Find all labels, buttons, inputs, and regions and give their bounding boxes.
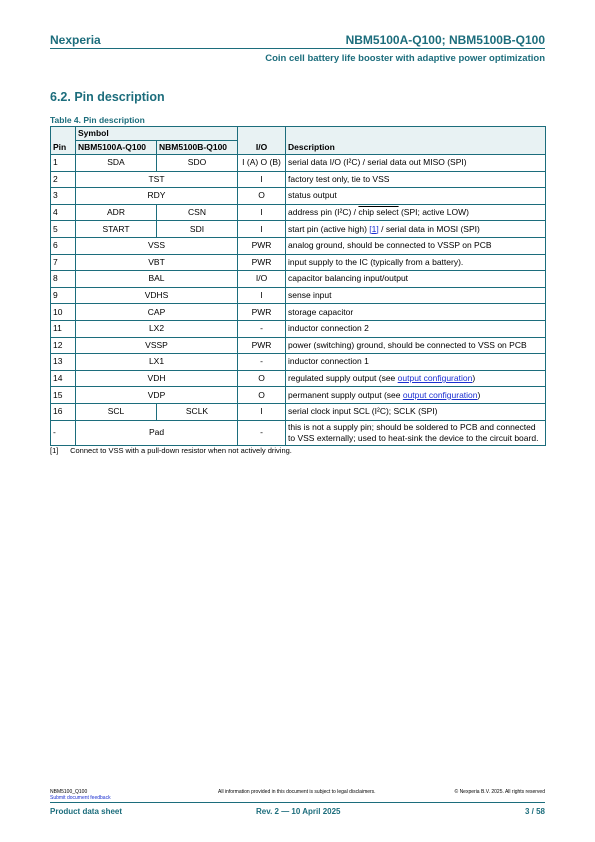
table-row [51,237,546,254]
pin-number: 6 [51,237,76,254]
table-row [51,354,546,371]
description-text-end: (SPI; active LOW) [398,207,469,218]
pin-description [286,420,546,445]
pin-symbol: Pad [76,420,238,445]
pin-io: PWR [238,304,286,321]
pin-number: 16 [51,403,76,420]
col-header-io: I/O [238,127,286,155]
table-row [51,155,546,172]
pin-symbol-b: CSN [157,204,238,221]
table-row [51,171,546,188]
pin-symbol: LX1 [76,354,238,371]
pin-description [286,237,546,254]
description-text-end: / serial data in MOSI (SPI) [378,223,480,234]
description-text: serial clock input SCL (I²C); SCLK (SPI) [288,406,438,417]
col-header-symbol-a: NBM5100A-Q100 [76,141,157,155]
document-subtitle: Coin cell battery life booster with adaptive power optimization [265,53,545,64]
pin-symbol-a: SDA [76,155,157,172]
pin-number: 2 [51,171,76,188]
pin-symbol-a: SCL [76,403,157,420]
pin-symbol: RDY [76,188,238,205]
brand-name: Nexperia [50,33,101,47]
feedback-link[interactable]: Submit document feedback [50,795,111,801]
pin-description [286,155,546,172]
footer-divider [50,802,545,803]
header-divider [50,48,545,49]
pin-io: I [238,221,286,238]
footnote [50,446,292,455]
pin-number: 1 [51,155,76,172]
pin-number: 4 [51,204,76,221]
pin-description [286,387,546,404]
pin-number: 10 [51,304,76,321]
pin-number: 15 [51,387,76,404]
pin-number: 12 [51,337,76,354]
footer-revision: Rev. 2 — 10 April 2025 [256,807,341,816]
description-text: inductor connection 2 [288,323,369,334]
pin-io: - [238,354,286,371]
pin-description [286,320,546,337]
description-text: status output [288,190,337,201]
description-text: capacitor balancing input/output [288,273,409,284]
pin-io: I [238,403,286,420]
pin-io: O [238,188,286,205]
pin-symbol-b: SDI [157,221,238,238]
description-link[interactable]: [1] [369,223,379,234]
description-text: inductor connection 1 [288,356,369,367]
pin-number: 7 [51,254,76,271]
pin-symbol: CAP [76,304,238,321]
table-row [51,403,546,420]
description-text: permanent supply output (see [288,389,403,400]
col-header-pin: Pin [51,127,76,155]
pin-symbol: VBT [76,254,238,271]
pin-description [286,337,546,354]
pin-io: I/O [238,271,286,288]
description-text: this is not a supply pin; should be soldered to PCB and connected to VSS externally; used to heat-sink the device to the circuit board. [288,421,539,443]
pin-io: - [238,320,286,337]
table-row [51,254,546,271]
pin-symbol: TST [76,171,238,188]
pin-description [286,188,546,205]
table-row [51,221,546,238]
description-text: analog ground, should be connected to VSSP on PCB [288,240,492,251]
description-link[interactable]: output configuration [397,373,473,384]
description-overline-text: chip select [358,207,399,218]
footer-copyright: © Nexperia B.V. 2025. All rights reserved [454,789,545,795]
description-text: input supply to the IC (typically from a battery). [288,256,464,267]
pin-symbol: VSS [76,237,238,254]
pin-description [286,254,546,271]
table-caption: Table 4. Pin description [50,115,145,125]
pin-io: I (A) O (B) [238,155,286,172]
table-row [51,370,546,387]
table-row [51,387,546,404]
pin-symbol: VDH [76,370,238,387]
description-text: regulated supply output (see [288,373,398,384]
pin-io: I [238,171,286,188]
table-row [51,188,546,205]
pin-symbol: VDP [76,387,238,404]
pin-number: 14 [51,370,76,387]
pin-io: O [238,387,286,404]
pin-number: 11 [51,320,76,337]
pin-number: - [51,420,76,445]
description-text-end: ) [477,389,481,400]
description-link[interactable]: output configuration [402,389,478,400]
description-text: sense input [288,290,332,301]
table-row [51,337,546,354]
pin-symbol-b: SCLK [157,403,238,420]
footnote-text: Connect to VSS with a pull-down resistor when not actively driving. [70,446,292,455]
description-text: address pin (I²C) / [288,207,359,218]
pin-number: 8 [51,271,76,288]
pin-description [286,171,546,188]
pin-symbol-a: START [76,221,157,238]
pin-description [286,221,546,238]
col-header-description: Description [286,127,546,155]
pin-description [286,304,546,321]
footer-page-number: 3 / 58 [524,807,545,816]
pin-symbol-b: SDO [157,155,238,172]
document-title: NBM5100A-Q100; NBM5100B-Q100 [345,33,545,47]
footnote-number: [1] [50,446,59,455]
table-row [51,204,546,221]
description-text: storage capacitor [288,306,354,317]
table-row [51,320,546,337]
pin-io: I [238,204,286,221]
pin-io: - [238,420,286,445]
pin-number: 13 [51,354,76,371]
footer-doc-type: Product data sheet [50,807,123,816]
pin-symbol: LX2 [76,320,238,337]
pin-symbol: VDHS [76,287,238,304]
footer-disclaimer: All information provided in this document is subject to legal disclaimers. [218,789,376,795]
table-row [51,271,546,288]
pin-description [286,370,546,387]
pin-number: 3 [51,188,76,205]
description-text: factory test only, tie to VSS [288,173,390,184]
pin-io: PWR [238,337,286,354]
pin-description [286,271,546,288]
footer-doc-id: NBM5100_Q100 [50,789,88,795]
description-text: start pin (active high) [288,223,370,234]
pin-number: 5 [51,221,76,238]
description-text-end: ) [472,373,476,384]
table-row [51,287,546,304]
pin-io: PWR [238,254,286,271]
section-heading: 6.2. Pin description [50,90,165,104]
col-header-symbol: Symbol [76,127,238,141]
pin-symbol: VSSP [76,337,238,354]
pin-description [286,287,546,304]
pin-description-table [50,126,546,446]
description-text: serial data I/O (I²C) / serial data out MISO (SPI) [288,157,467,168]
col-header-symbol-b: NBM5100B-Q100 [157,141,238,155]
table-body [51,155,546,446]
table-row [51,304,546,321]
table-row [51,420,546,445]
pin-symbol: BAL [76,271,238,288]
pin-io: PWR [238,237,286,254]
pin-description [286,403,546,420]
pin-number: 9 [51,287,76,304]
pin-io: O [238,370,286,387]
pin-description [286,204,546,221]
pin-description [286,354,546,371]
pin-io: I [238,287,286,304]
description-text: power (switching) ground, should be connected to VSS on PCB [288,339,527,350]
pin-symbol-a: ADR [76,204,157,221]
